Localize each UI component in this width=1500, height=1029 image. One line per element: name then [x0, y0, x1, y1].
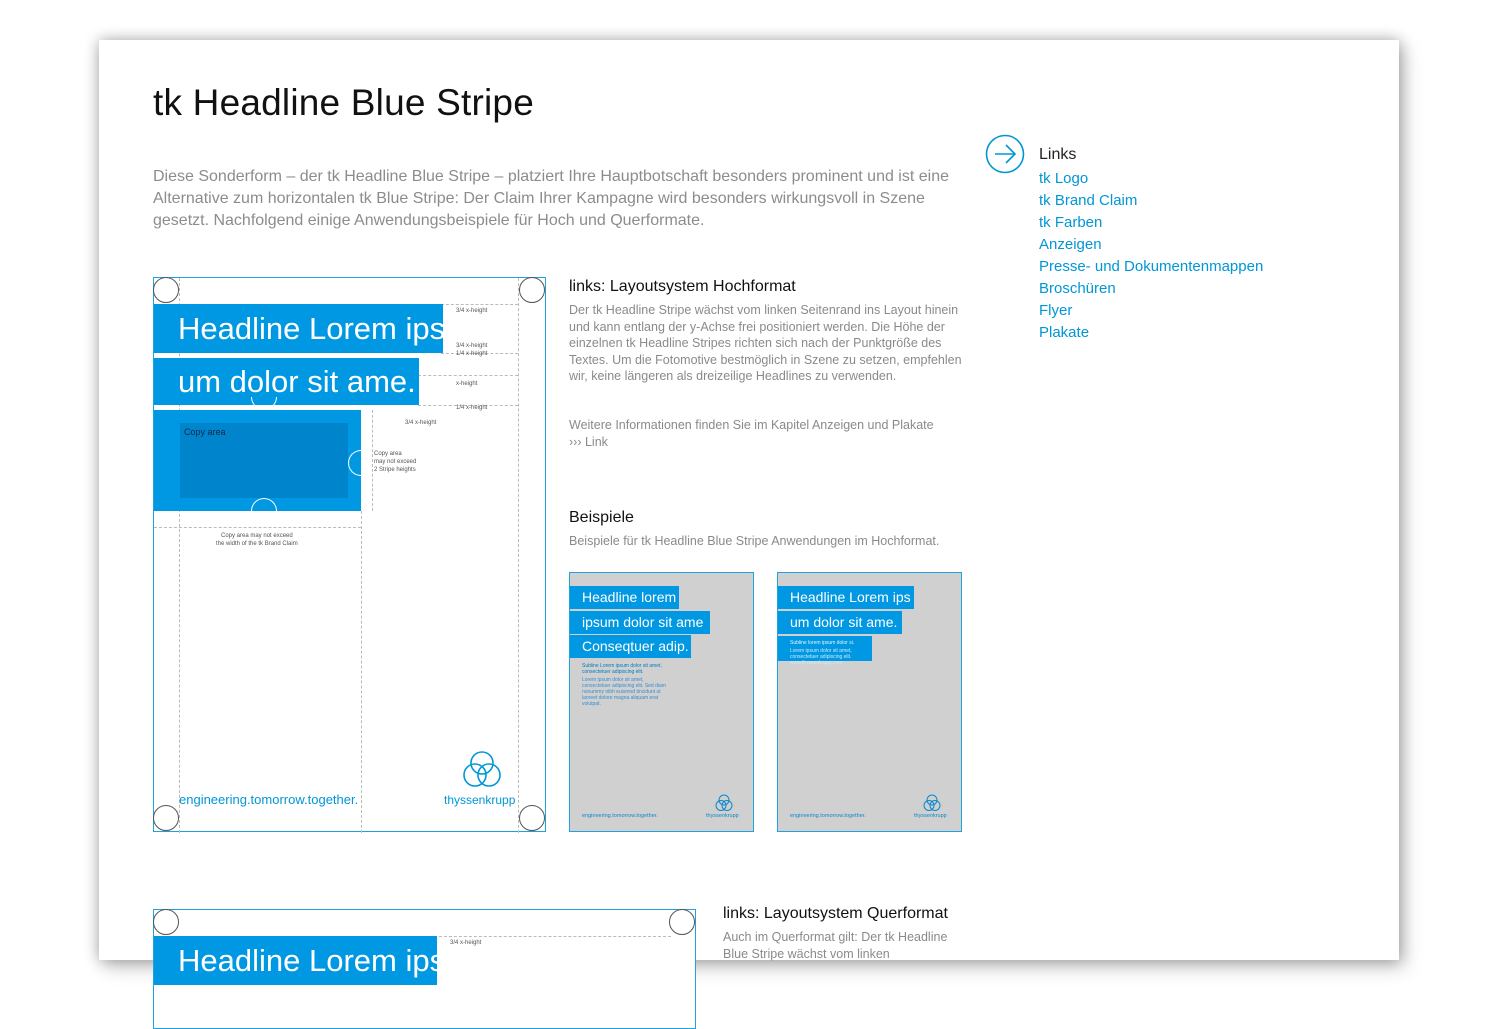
right-margin-guide — [518, 278, 519, 833]
portrait-layout-diagram — [153, 277, 546, 832]
brand-claim: engineering.tomorrow.together. — [179, 792, 359, 807]
dim-guide — [439, 936, 671, 937]
link-tk-farben[interactable]: tk Farben — [1039, 214, 1103, 231]
dim-guide-1 — [441, 304, 518, 305]
dim-label: x-height — [456, 381, 478, 387]
dim-label: 1/4 x-height — [456, 405, 488, 411]
poster-stripe: um dolor sit ame. — [778, 611, 902, 634]
landscape-description: Auch im Querformat gilt: Der tk Headline Blue Stripe wächst vom linken — [723, 930, 948, 961]
poster-copy: Lorem ipsum dolor sit amet, consectetuer adipiscing elit. Sed diam nonummy nibh euismod tincidunt ut laoreet dolore magna aliquam erat volutpat. — [582, 677, 666, 707]
poster-stripe: Headline Lorem ips — [778, 586, 914, 609]
poster-claim: engineering.tomorrow.together. — [582, 813, 658, 819]
section-title-portrait: links: Layoutsystem Hochformat — [569, 278, 796, 295]
copy-width-guide — [361, 511, 362, 833]
section-title-landscape: links: Layoutsystem Querformat — [723, 905, 948, 922]
poster-stripe: Conseqtuer adip. — [570, 635, 691, 658]
poster-brand: thyssenkrupp — [914, 813, 947, 819]
example-poster-1[interactable] — [569, 572, 754, 832]
width-note — [216, 532, 298, 548]
thyssenkrupp-logo-icon — [714, 793, 734, 813]
link-tk-logo[interactable]: tk Logo — [1039, 170, 1089, 187]
dim-label: 3/4 x-height — [456, 343, 488, 349]
link-presse-dokumentenmappen[interactable]: Presse- und Dokumentenmappen — [1039, 258, 1264, 275]
dim-label: 3/4 x-height — [450, 940, 482, 946]
poster-subline: Subline lorem ipsum dolor si. — [790, 640, 855, 646]
headline-stripe-1: Headline Lorem ips — [154, 304, 443, 353]
corner-circle — [519, 277, 545, 303]
link-broschueren[interactable]: Broschüren — [1039, 280, 1116, 297]
intro-text: Diese Sonderform – der tk Headline Blue Stripe – platziert Ihre Hauptbotschaft besonders prominent und ist eine Alternative zum horizontalen tk Blue Stripe: Der Claim Ihrer Kampagne wird besonders wirkungsvoll in Szene gesetzt. Nachfolgend einige Anwendungsbeispiele für Hoch und Querformate. — [153, 168, 949, 229]
copy-height-guide — [372, 410, 373, 511]
link-plakate[interactable]: Plakate — [1039, 324, 1090, 341]
portrait-description: Der tk Headline Stripe wächst vom linken Seitenrand ins Layout hinein und kann entlang der y-Achse frei positioniert werden. Die Höhe der einzelnen tk Headline Stripes richten sich nach der Punktgröße des Textes. Um die Fotomotive bestmöglich in Szene zu setzen, empfehlen wir, keine längeren als dreizeilige Headlines zu verwenden. — [569, 303, 962, 383]
thyssenkrupp-logo-icon — [922, 793, 942, 813]
links-title: Links — [1039, 146, 1077, 163]
copy-area-label: Copy area — [180, 423, 348, 498]
landscape-layout-diagram — [153, 909, 696, 1029]
copy-area-block — [154, 410, 361, 511]
brand-name: thyssenkrupp — [444, 793, 516, 807]
examples-subtitle: Beispiele für tk Headline Blue Stripe Anwendungen im Hochformat. — [569, 534, 940, 548]
page-title: tk Headline Blue Stripe — [153, 82, 534, 123]
poster-stripe: ipsum dolor sit ame — [570, 611, 710, 634]
headline-stripe-1: Headline Lorem ips — [154, 936, 437, 985]
arrow-right-circle-icon[interactable] — [985, 134, 1025, 174]
examples-title: Beispiele — [569, 509, 634, 526]
poster-stripe: Headline lorem — [570, 586, 679, 609]
width-note-line: Copy area may not exceed — [221, 533, 293, 539]
more-info-link[interactable]: ››› Link — [569, 435, 608, 449]
corner-circle — [519, 805, 545, 831]
corner-circle — [153, 909, 179, 935]
dim-label: 3/4 x-height — [405, 420, 437, 426]
corner-circle — [669, 909, 695, 935]
document-sheet — [99, 40, 1399, 978]
copy-note — [374, 450, 416, 474]
corner-circle — [153, 805, 179, 831]
link-flyer[interactable]: Flyer — [1039, 302, 1073, 319]
links-list — [1039, 168, 1263, 344]
dim-label: 3/4 x-height — [456, 308, 488, 314]
poster-claim: engineering.tomorrow.together. — [790, 813, 866, 819]
corner-circle — [153, 277, 179, 303]
poster-brand: thyssenkrupp — [706, 813, 739, 819]
circle-notch-top — [251, 397, 277, 410]
more-info-text: Weitere Informationen finden Sie im Kapitel Anzeigen und Plakate — [569, 418, 934, 432]
copy-note-line: 2 Stripe heights — [374, 467, 416, 473]
poster-subline: Subline Lorem ipsum dolor sit amet, consectetuer adipiscing elit. — [582, 663, 662, 675]
copy-note-line: Copy area — [374, 451, 402, 457]
copy-width-line — [154, 527, 361, 528]
example-poster-2[interactable] — [777, 572, 962, 832]
dim-guide-3 — [418, 375, 518, 376]
poster-copy-block — [778, 636, 872, 666]
copy-note-line: may not exceed — [374, 459, 417, 465]
headline-stripe-2: um dolor sit ame. — [154, 358, 419, 405]
dim-label: 1/4 x-height — [456, 351, 488, 357]
link-anzeigen[interactable]: Anzeigen — [1039, 236, 1102, 253]
link-tk-brand-claim[interactable]: tk Brand Claim — [1039, 192, 1138, 209]
width-note-line: the width of the tk Brand Claim — [216, 541, 298, 547]
poster-copy: Lorem ipsum dolor sit amet, consectetuer adipiscing elit. www.thyssenkrupp.com — [790, 648, 852, 666]
thyssenkrupp-logo-icon — [460, 748, 504, 792]
